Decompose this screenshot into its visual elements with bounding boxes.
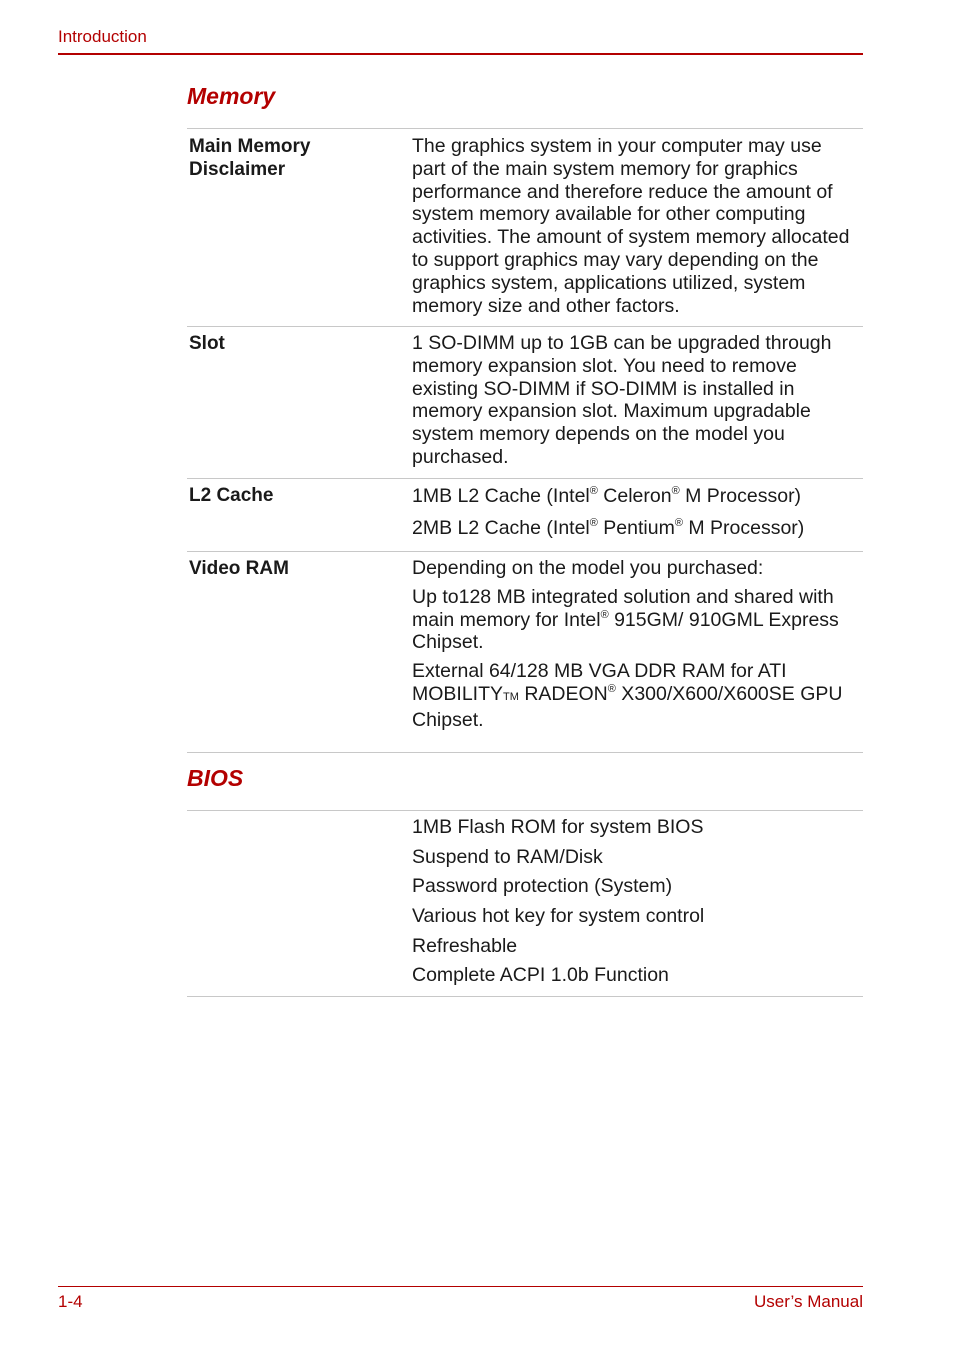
row-description xyxy=(412,485,857,540)
row-term: Main Memory Disclaimer xyxy=(189,136,311,180)
row-term: L2 Cache xyxy=(189,485,274,506)
table-rule xyxy=(187,478,863,479)
table-rule xyxy=(187,752,863,753)
section-title-memory: Memory xyxy=(187,83,276,109)
table-rule xyxy=(187,996,863,997)
list-item: Complete ACPI 1.0b Function xyxy=(412,964,669,987)
row-term: Slot xyxy=(189,333,225,354)
table-rule xyxy=(187,128,863,129)
row-term: Video RAM xyxy=(189,558,289,579)
row-description xyxy=(412,332,857,469)
running-header: Introduction xyxy=(58,27,147,46)
page-number: 1-4 xyxy=(58,1292,83,1311)
manual-title: User’s Manual xyxy=(754,1292,863,1311)
description-text: The graphics system in your computer may use part of the main system memory for graphics performance and therefore reduce the amount of system memory available for other computing activities. The amount of system memory allocated to support graphics may vary depending on the graphics system, applications utilized, system memory size and other factors. xyxy=(412,135,850,317)
list-item: Suspend to RAM/Disk xyxy=(412,845,603,868)
list-item: Refreshable xyxy=(412,934,518,957)
table-rule xyxy=(187,551,863,552)
description-line: External 64/128 MB VGA DDR RAM for ATI MOBILITYTM RADEON® X300/X600/X600SE GPU Chipset. xyxy=(412,660,843,731)
table-rule xyxy=(187,326,863,327)
description-text: 1 SO-DIMM up to 1GB can be upgraded through memory expansion slot. You need to remove existing SO-DIMM if SO-DIMM is installed in memory expansion slot. Maximum upgradable system memory depends on the model you purchased. xyxy=(412,332,832,468)
description-line: Up to128 MB integrated solution and shared with main memory for Intel® 915GM/ 910GML Express Chipset. xyxy=(412,585,839,654)
description-line: Depending on the model you purchased: xyxy=(412,557,764,579)
table-rule xyxy=(187,810,863,811)
list-item: Password protection (System) xyxy=(412,875,673,898)
list-item: 1MB Flash ROM for system BIOS xyxy=(412,816,704,838)
row-description xyxy=(412,135,857,317)
row-description xyxy=(412,557,857,732)
description-line: 2MB L2 Cache (Intel® Pentium® M Processor) xyxy=(412,516,805,539)
header-rule xyxy=(58,53,863,55)
bios-feature-list xyxy=(412,815,857,993)
footer-rule xyxy=(58,1286,863,1287)
description-line: 1MB L2 Cache (Intel® Celeron® M Processor) xyxy=(412,485,802,507)
section-title-bios: BIOS xyxy=(187,765,244,791)
list-item: Various hot key for system control xyxy=(412,905,705,928)
